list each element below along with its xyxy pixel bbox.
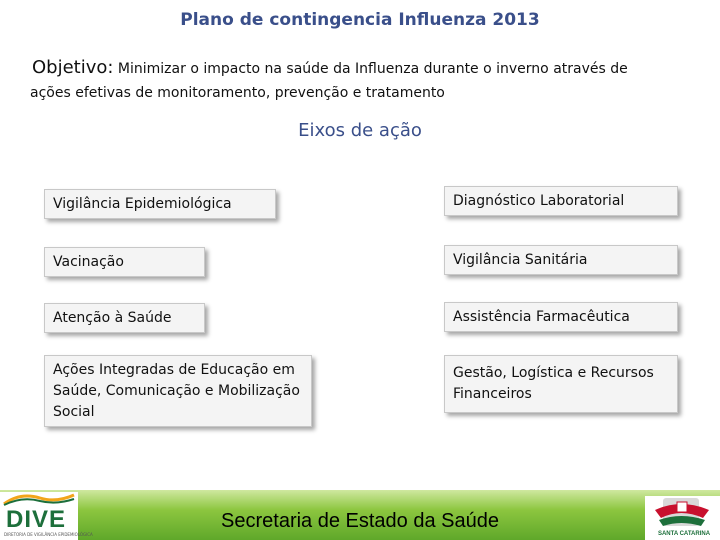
- axis-box-assistencia-farmaceutica: [444, 302, 678, 332]
- axis-box-gestao-logistica: [444, 355, 678, 413]
- axis-box-diagnostico-laboratorial: [444, 186, 678, 216]
- dive-logo: [0, 492, 93, 540]
- section-title: Eixos de ação: [298, 120, 422, 141]
- santa-catarina-text: SANTA CATARINA: [657, 531, 711, 537]
- footer-text: Secretaria de Estado da Saúde: [221, 510, 499, 532]
- slide-title: Plano de contingencia Influenza 2013: [180, 10, 540, 30]
- axis-box-vacinacao: [44, 247, 205, 277]
- dive-logo-icon: [0, 492, 78, 506]
- axis-box-vigilancia-epidemiologica: [44, 189, 276, 219]
- axis-label: Vigilância Sanitária: [453, 251, 588, 268]
- objective-label: Objetivo:: [32, 57, 114, 78]
- dive-logo-text: DIVE: [6, 506, 67, 533]
- santa-catarina-emblem-icon: [645, 496, 720, 530]
- dive-logo-subtext: DIRETORIA DE VIGILÂNCIA EPIDEMIOLÓGICA: [4, 532, 93, 537]
- axis-label: Vigilância Epidemiológica: [53, 195, 232, 212]
- objective-text-2: ações efetivas de monitoramento, prevenção e tratamento: [30, 85, 445, 101]
- axis-box-atencao-saude: [44, 303, 205, 333]
- objective-text-1: Minimizar o impacto na saúde da Influenza durante o inverno através de: [117, 61, 628, 77]
- footer-bar: [0, 490, 720, 540]
- axis-label: Diagnóstico Laboratorial: [453, 192, 625, 209]
- objective: [32, 56, 702, 105]
- santa-catarina-logo: [645, 496, 720, 540]
- axis-label: Atenção à Saúde: [53, 309, 172, 326]
- axis-label: Vacinação: [53, 253, 124, 270]
- axis-box-acoes-integradas: [44, 355, 312, 427]
- axis-label: Gestão, Logística e Recursos Financeiros: [453, 365, 654, 402]
- axis-label: Assistência Farmacêutica: [453, 308, 630, 325]
- axis-label: Ações Integradas de Educação em Saúde, Comunicação e Mobilização Social: [53, 361, 300, 420]
- axis-box-vigilancia-sanitaria: [444, 245, 678, 275]
